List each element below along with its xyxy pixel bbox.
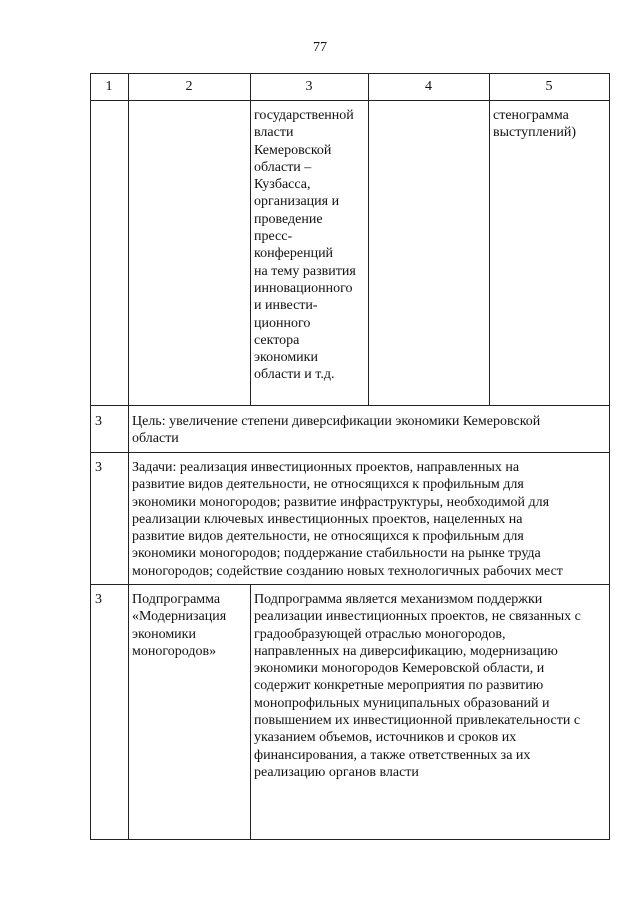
col-divider-3-4 — [368, 73, 369, 406]
goal-row-divider — [128, 405, 129, 453]
header-col-3: 3 — [305, 79, 313, 94]
goal-row-number: 3 — [95, 414, 102, 429]
row1-col3-text: государственной власти Кемеровской области – Кузбасса, организация и проведение пресс- конференций на тему развития инновационного и инвести- ционного сектора экономики области и т.д. — [254, 108, 356, 383]
row-divider-1 — [90, 405, 610, 406]
header-col-4: 4 — [425, 79, 432, 94]
page-number: 77 — [313, 40, 327, 55]
table-border-bottom — [90, 839, 610, 840]
goal-text: Цель: увеличение степени диверсификации экономики Кемеровской области — [132, 414, 541, 447]
col-divider-2-3 — [250, 73, 251, 406]
tasks-row-number: 3 — [95, 460, 102, 475]
subprogram-description: Подпрограмма является механизмом поддержки реализации инвестиционных проектов, не связанных с градообразующей отраслью моногородов, направленных на диверсификацию, модернизацию экономики моногородов Кемеровской области, и содержит конкретные мероприятия по развитию монопрофильных муниципальных образований и повышением их инвестиционной привлекательности с указанием объемов, источников и сроков их финансирования, а также ответственных за их реализацию органов власти — [254, 592, 581, 780]
subprogram-divider-2 — [250, 584, 251, 840]
row1-col5-text: стенограмма выступлений) — [493, 108, 576, 141]
header-col-1: 1 — [105, 79, 113, 94]
col-divider-4-5 — [489, 73, 490, 406]
table-border-left — [90, 73, 91, 840]
row-divider-2 — [90, 452, 610, 453]
tasks-row-divider — [128, 452, 129, 585]
subprogram-name: Подпрограмма «Модернизация экономики моногородов» — [132, 592, 227, 659]
header-col-2: 2 — [185, 79, 193, 94]
subprogram-divider-1 — [128, 584, 129, 840]
header-row-divider — [90, 100, 610, 101]
tasks-text: Задачи: реализация инвестиционных проектов, направленных на развитие видов деятельности, не относящихся к профильным для экономики моногородов; развитие инфраструктуры, необходимой для реализации ключевых инвестиционных проектов, нацеленных на развитие видов деятельности, не относящихся к профильным для экономики моногородов; поддержание стабильности на рынке труда моногородов; содействие созданию новых технологичных рабочих мест — [132, 460, 563, 579]
table-border-right — [609, 73, 610, 840]
subprogram-row-number: 3 — [95, 592, 102, 607]
col-divider-1-2 — [128, 73, 129, 406]
header-col-5: 5 — [545, 79, 553, 94]
row-divider-3 — [90, 584, 610, 585]
